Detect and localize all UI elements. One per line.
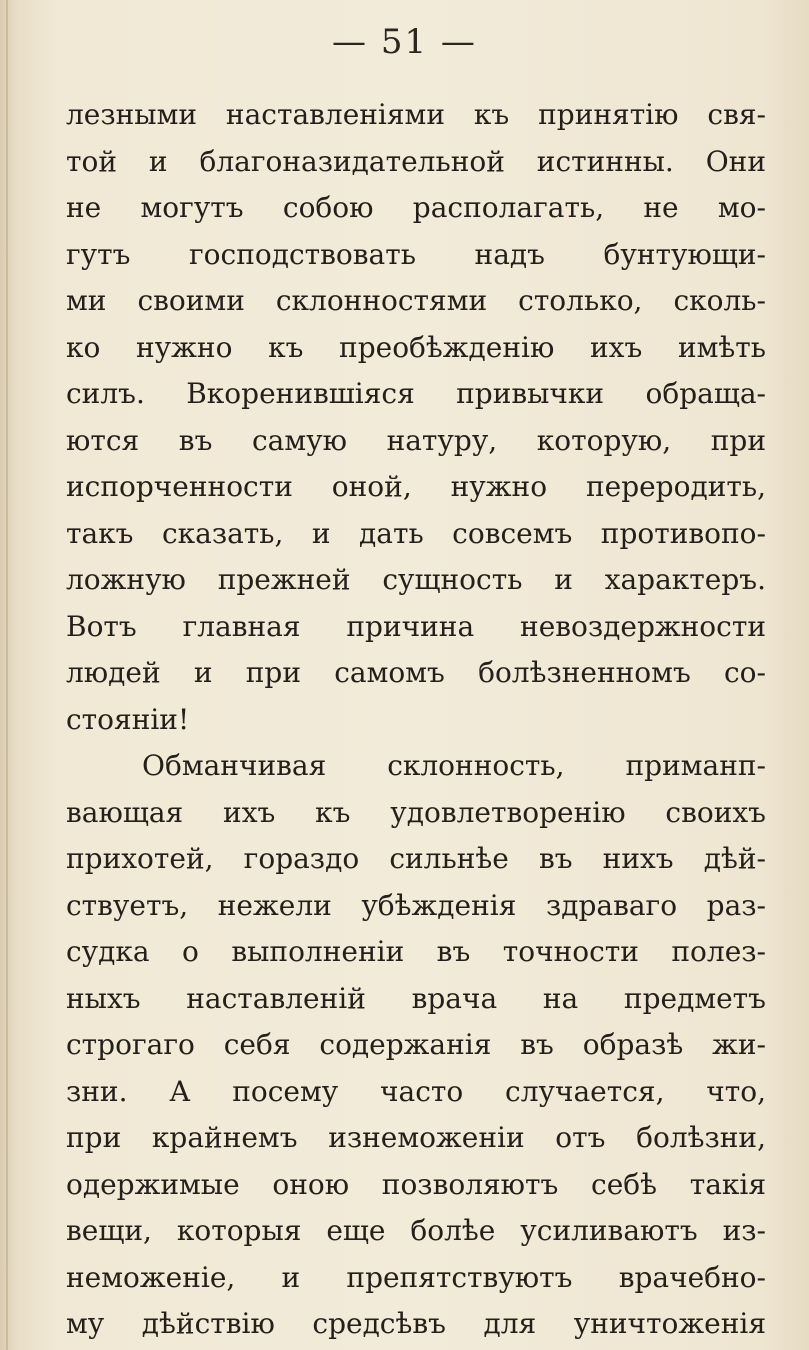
- body-text: [66, 92, 766, 1348]
- text-line: такъ сказать, и дать совсемъ противопо-: [66, 516, 766, 550]
- text-line: той и благоназидательной истинны. Они: [66, 144, 766, 178]
- text-line: силъ. Вкоренившіяся привычки обраща-: [66, 377, 766, 410]
- text-line: ствуетъ, нежели убѣжденія здраваго раз-: [66, 888, 766, 922]
- text-line: при крайнемъ изнеможеніи отъ болѣзни,: [66, 1121, 766, 1154]
- text-line: людей и при самомъ болѣзненномъ со-: [66, 656, 766, 689]
- text-line: лезными наставленіями къ принятію свя-: [66, 98, 766, 131]
- page-fold-shadow: [6, 0, 8, 1350]
- text-line: прихотей, гораздо сильнѣе въ нихъ дѣй-: [66, 842, 766, 875]
- text-line: ются въ самую натуру, которую, при: [66, 423, 766, 457]
- text-line: вещи, которыя еще болѣе усиливаютъ из-: [66, 1214, 766, 1247]
- text-line: ко нужно къ преобѣжденію ихъ имѣть: [66, 330, 766, 364]
- page-number: — 51 —: [332, 22, 477, 62]
- text-line: судка о выполненіи въ точности полез-: [66, 935, 766, 968]
- text-line: испорченности оной, нужно переродить,: [66, 470, 766, 503]
- text-line: му дѣйствію средсѣвъ для уничтоженія: [66, 1307, 766, 1340]
- paragraph-start-line: Обманчивая склонность, приманп-: [142, 749, 766, 782]
- text-line: не могутъ собою располагать, не мо-: [66, 191, 766, 224]
- text-line: вающая ихъ къ удовлетворенію своихъ: [66, 795, 766, 829]
- text-line: ми своими склонностями столько, сколь-: [66, 284, 766, 317]
- text-line: гутъ господствовать надъ бунтующи-: [66, 237, 766, 271]
- text-line: неможеніе, и препятствуютъ врачебно-: [66, 1260, 766, 1294]
- text-line: строгаго себя содержанія въ образѣ жи-: [66, 1028, 766, 1061]
- text-line: зни. А посему часто случается, что,: [66, 1074, 766, 1108]
- text-line: Вотъ главная причина невоздержности: [66, 609, 766, 643]
- text-line: ложную прежней сущность и характеръ.: [66, 563, 766, 596]
- text-line: одержимые оною позволяютъ себѣ такія: [66, 1167, 766, 1201]
- paragraph-end-line: стояніи!: [66, 702, 190, 736]
- text-line: ныхъ наставленій врача на предметъ: [66, 981, 766, 1015]
